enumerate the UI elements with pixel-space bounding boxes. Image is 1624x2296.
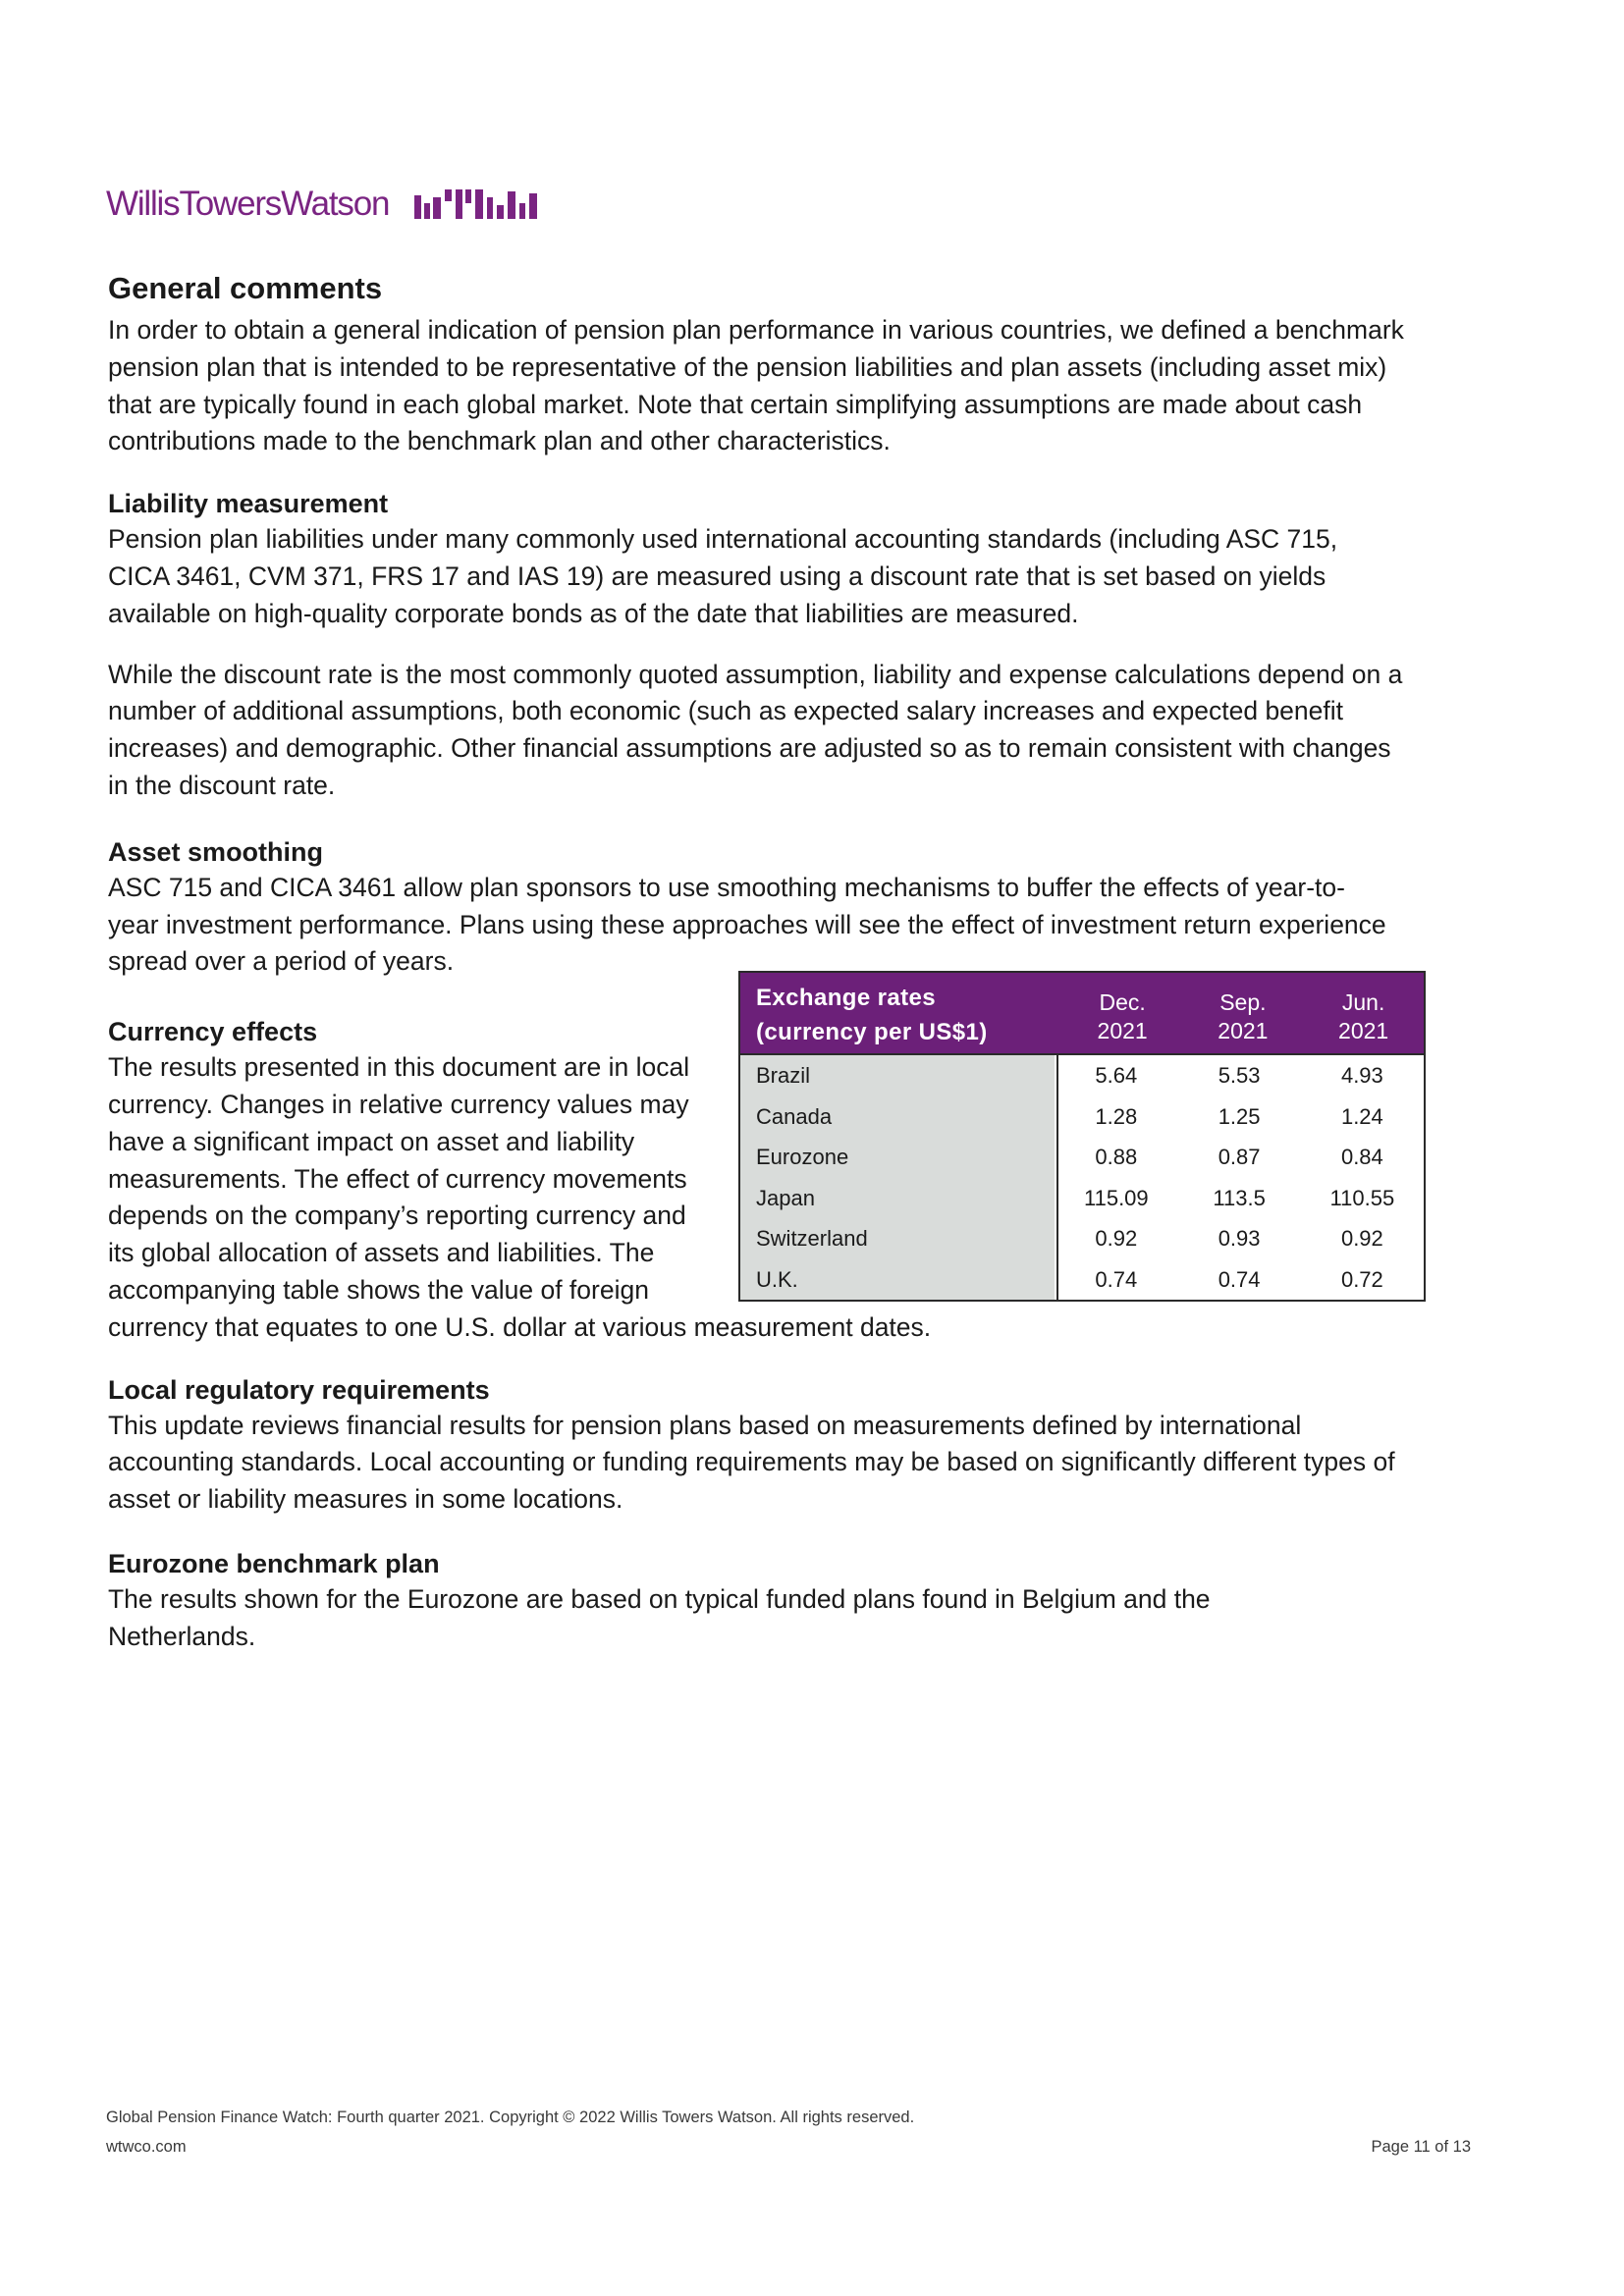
- currency-line: currency. Changes in relative currency values may: [108, 1089, 689, 1119]
- currency-line: have a significant impact on asset and liability: [108, 1126, 635, 1156]
- row-value: 5.64: [1055, 1055, 1177, 1096]
- footer-left: [106, 2103, 914, 2162]
- column-header-jun-2021: [1303, 973, 1424, 1053]
- row-country: Eurozone: [740, 1137, 1055, 1178]
- row-value: 0.87: [1177, 1137, 1300, 1178]
- brand-wordmark: WillisTowersWatson: [106, 185, 390, 223]
- main-content: [108, 269, 1404, 1656]
- row-value: 1.25: [1177, 1096, 1300, 1138]
- row-value: 4.93: [1301, 1055, 1424, 1096]
- table-row: [740, 1096, 1424, 1138]
- exchange-table-body: [740, 1055, 1424, 1300]
- currency-line: currency that equates to one U.S. dollar at various measurement dates.: [108, 1311, 932, 1342]
- footer-website-link[interactable]: wtwco.com: [106, 2138, 187, 2156]
- table-row: [740, 1178, 1424, 1219]
- currency-line: depends on the company’s reporting currency and: [108, 1201, 686, 1231]
- exchange-table-title-line1: Exchange rates: [756, 985, 937, 1011]
- row-value: 0.72: [1301, 1259, 1424, 1301]
- row-value: 5.53: [1177, 1055, 1300, 1096]
- heading-currency-effects: Currency effects: [108, 1017, 318, 1047]
- column-header-line: Dec.: [1099, 989, 1146, 1015]
- table-row: [740, 1259, 1424, 1301]
- row-value: 1.28: [1055, 1096, 1177, 1138]
- asset-smoothing-text: ASC 715 and CICA 3461 allow plan sponsors to use smoothing mechanisms to buffer the effects of year-to-year investment performance. Plans using these approaches will see the effect of investment return experience spread over a period of years.: [108, 872, 1386, 977]
- heading-liability-measurement: Liability measurement: [108, 489, 389, 519]
- row-value: 1.24: [1301, 1096, 1424, 1138]
- liability-text-2: While the discount rate is the most commonly quoted assumption, liability and expense calculations depend on a number of additional assumptions, both economic (such as expected salary increases and expected benefit increases) and demographic. Other financial assumptions are adjusted so as to remain consistent with changes in the discount rate.: [108, 659, 1403, 800]
- row-value: 113.5: [1177, 1178, 1300, 1219]
- currency-line: The results presented in this document are in local: [108, 1052, 690, 1083]
- row-value: 115.09: [1055, 1178, 1177, 1219]
- row-value: 0.74: [1055, 1259, 1177, 1301]
- eurozone-text: The results shown for the Eurozone are based on typical funded plans found in Belgium and the Netherlands.: [108, 1583, 1211, 1651]
- exchange-table-header: [740, 973, 1424, 1053]
- heading-local-regulatory: Local regulatory requirements: [108, 1374, 490, 1405]
- row-value: 0.92: [1301, 1218, 1424, 1259]
- exchange-table-title: [740, 973, 1062, 1053]
- column-header-line: Jun.: [1341, 989, 1385, 1015]
- column-header-line: 2021: [1338, 1018, 1389, 1043]
- column-divider: [1056, 1055, 1058, 1300]
- liability-text-1: Pension plan liabilities under many commonly used international accounting standards (including ASC 715, CICA 3461, CVM 371, FRS 17 and IAS 19) are measured using a discount rate that is set based on yields available on high-quality corporate bonds as of the date that liabilities are measured.: [108, 524, 1338, 628]
- row-country: Canada: [740, 1096, 1055, 1138]
- row-value: 0.88: [1055, 1137, 1177, 1178]
- row-value: 0.92: [1055, 1218, 1177, 1259]
- row-country: Switzerland: [740, 1218, 1055, 1259]
- column-header-line: 2021: [1218, 1018, 1269, 1043]
- local-regulatory-text: This update reviews financial results for pension plans based on measurements defined by international accounting standards. Local accounting or funding requirements may be based on significantly different types of asset or liability measures in some locations.: [108, 1410, 1395, 1515]
- brand-logo: [106, 185, 538, 224]
- column-header-dec-2021: [1062, 973, 1183, 1053]
- column-header-sep-2021: [1183, 973, 1304, 1053]
- row-value: 0.74: [1177, 1259, 1300, 1301]
- heading-eurozone-benchmark: Eurozone benchmark plan: [108, 1548, 440, 1578]
- exchange-rates-table: [738, 971, 1426, 1302]
- row-value: 110.55: [1301, 1178, 1424, 1219]
- wtw-logo-icon: [414, 189, 538, 219]
- row-value: 0.93: [1177, 1218, 1300, 1259]
- general-comments-text: In order to obtain a general indication of pension plan performance in various countries, we defined a benchmark pension plan that is intended to be representative of the pension liabilities and plan assets (including asset mix) that are typically found in each global market. Note that certain simplifying assumptions are made about cash contributions made to the benchmark plan and other characteristics.: [108, 315, 1404, 456]
- footer-copyright: Global Pension Finance Watch: Fourth quarter 2021. Copyright © 2022 Willis Towers Watson. All rights reserved.: [106, 2109, 915, 2126]
- table-row: [740, 1218, 1424, 1259]
- page-number: Page 11 of 13: [1371, 2138, 1471, 2156]
- column-header-line: 2021: [1097, 1018, 1148, 1043]
- heading-general-comments: General comments: [108, 271, 383, 305]
- table-row: [740, 1055, 1424, 1096]
- exchange-table-title-line2: (currency per US$1): [756, 1019, 988, 1045]
- table-row: [740, 1137, 1424, 1178]
- row-value: 0.84: [1301, 1137, 1424, 1178]
- heading-asset-smoothing: Asset smoothing: [108, 836, 324, 867]
- currency-line: measurements. The effect of currency movements: [108, 1163, 687, 1194]
- column-header-line: Sep.: [1219, 989, 1267, 1015]
- currency-line: its global allocation of assets and liabilities. The: [108, 1238, 655, 1268]
- currency-line: accompanying table shows the value of foreign: [108, 1274, 649, 1305]
- row-country: Brazil: [740, 1055, 1055, 1096]
- row-country: Japan: [740, 1178, 1055, 1219]
- row-country: U.K.: [740, 1259, 1055, 1301]
